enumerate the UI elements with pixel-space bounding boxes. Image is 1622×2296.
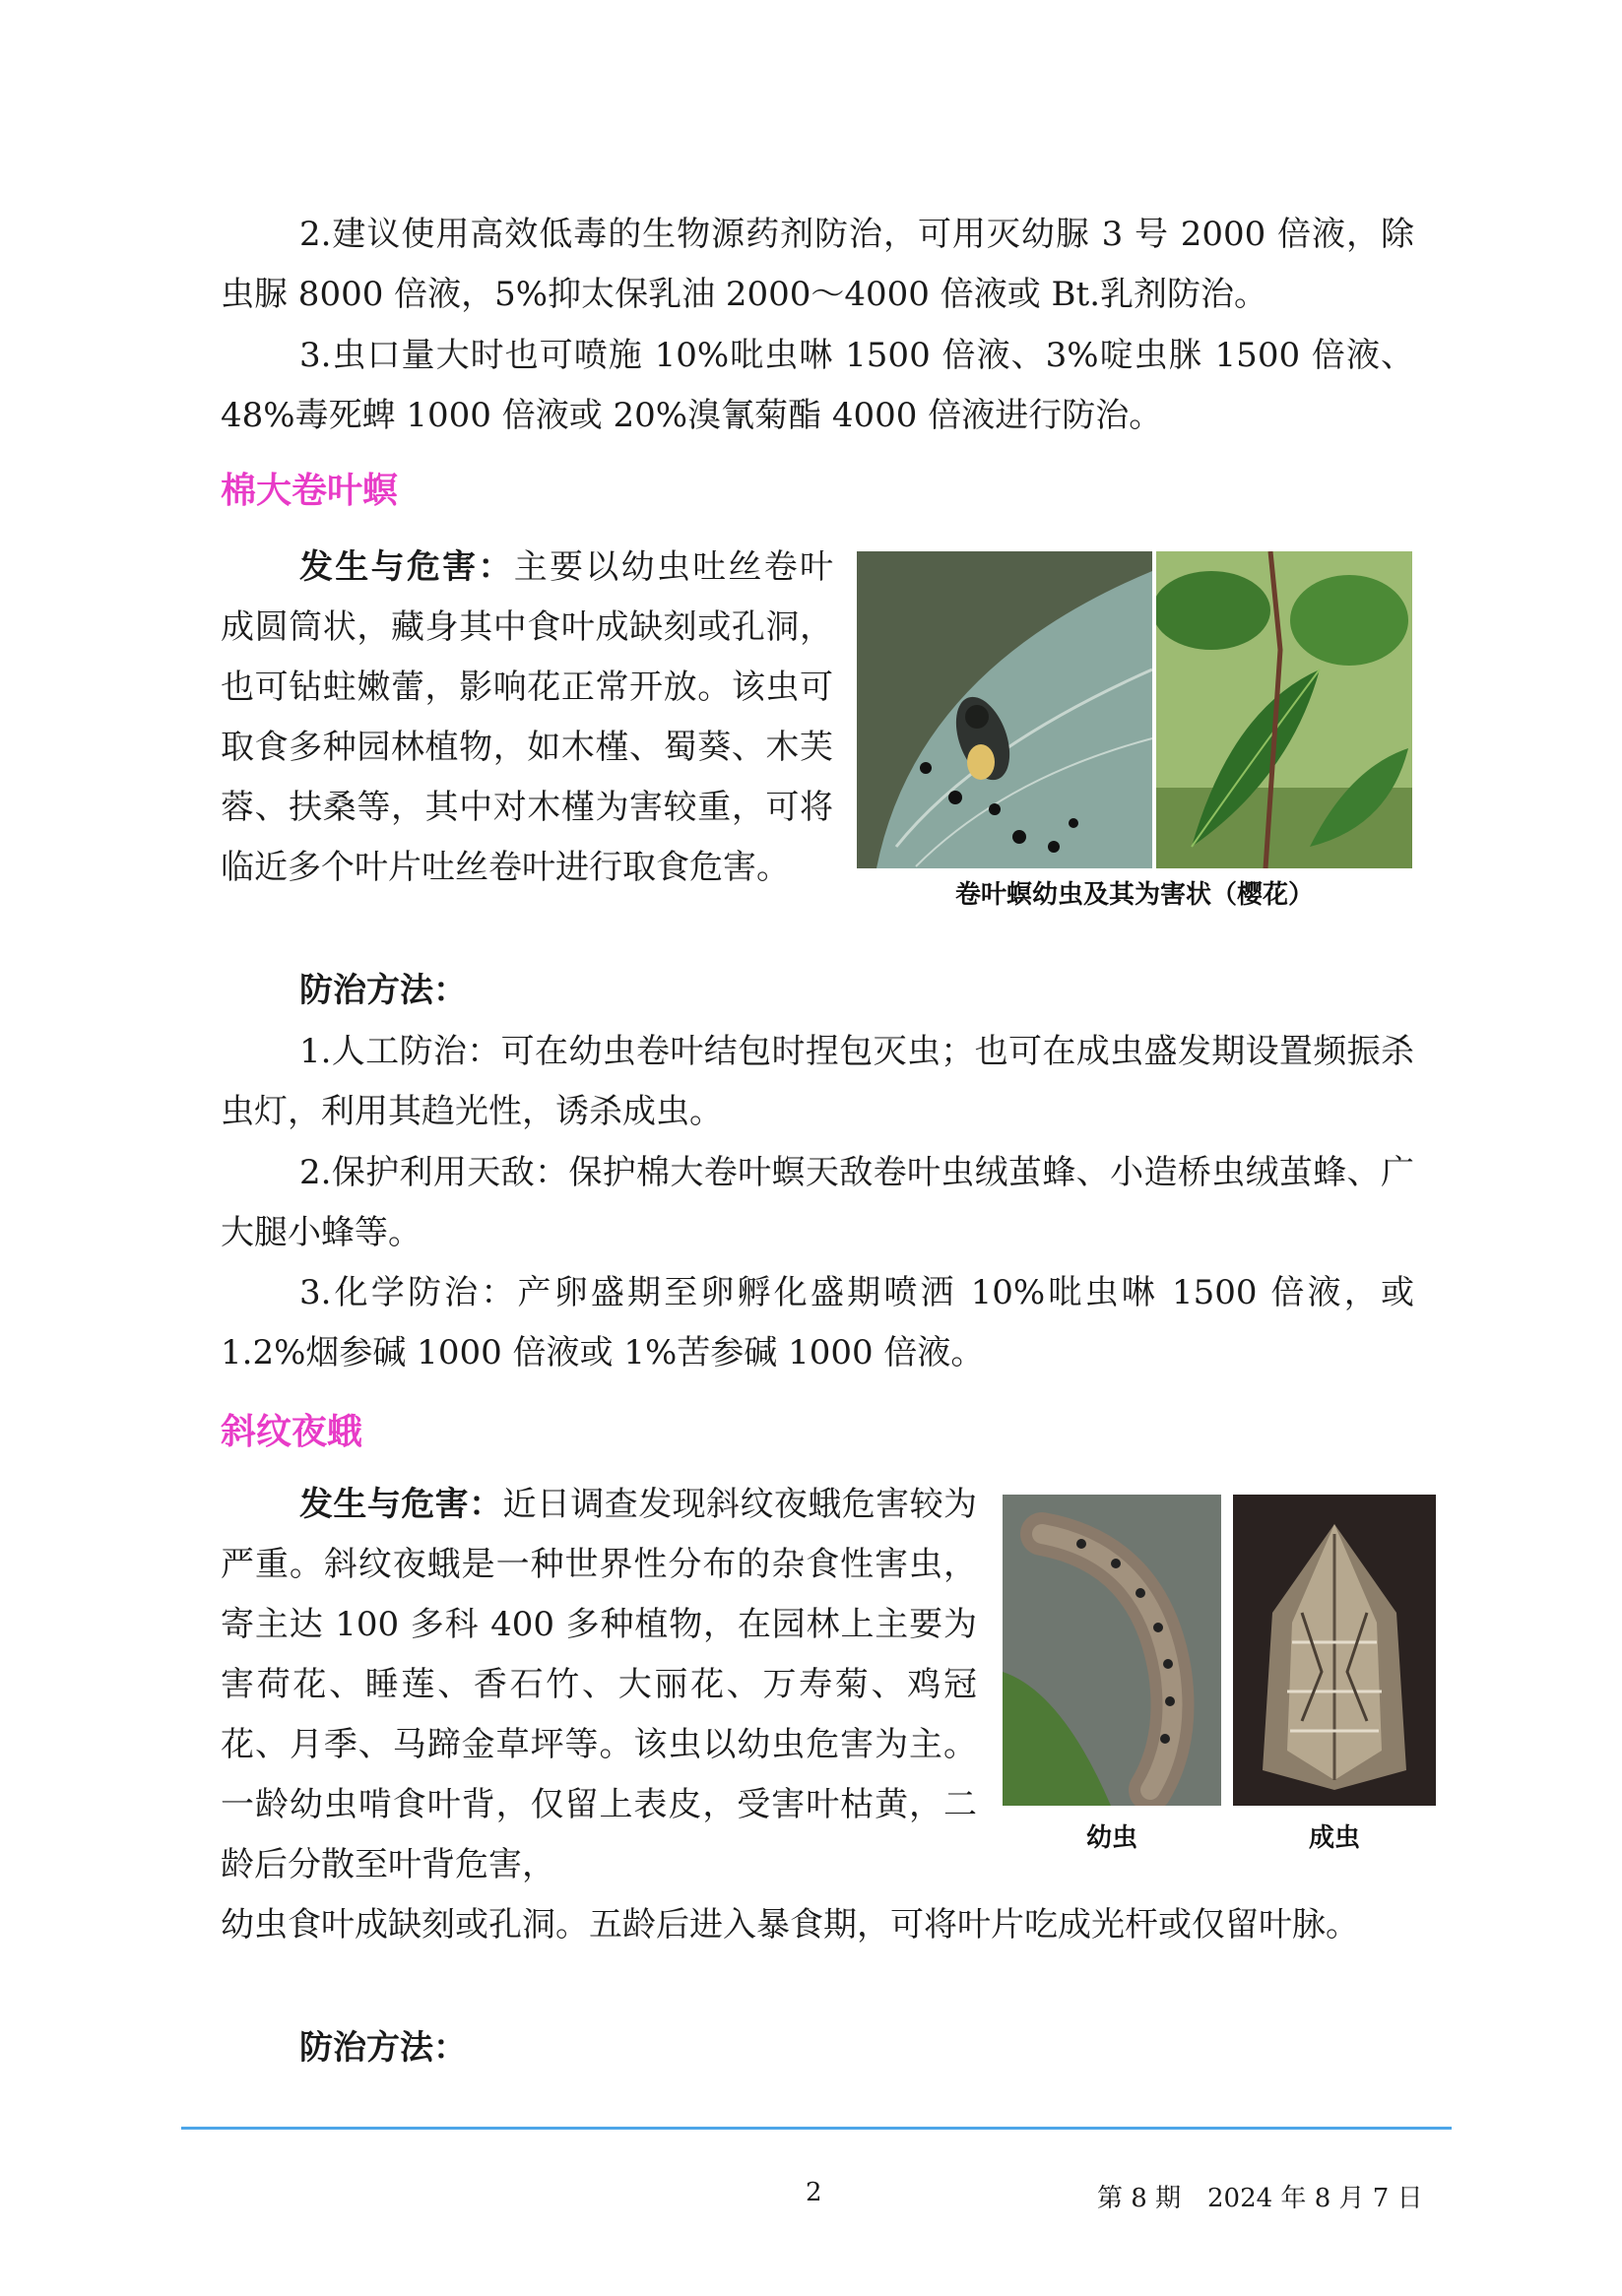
section-1-method-3: 3.化学防治：产卵盛期至卵孵化盛期喷洒 10%吡虫啉 1500 倍液，或 1.2%烟参碱 1000 倍液或 1%苦参碱 1000 倍液。 xyxy=(221,1273,1414,1372)
leaf-roller-photo-image xyxy=(857,551,1412,868)
larva-photo-caption: 幼虫 xyxy=(1085,1823,1137,1853)
intro-paragraph-3: 3.虫口量大时也可喷施 10%吡虫啉 1500 倍液、3%啶虫脒 1500 倍液、48%毒死蜱 1000 倍液或 20%溴氰菊酯 4000 倍液进行防治。 xyxy=(221,336,1414,435)
section-2-harm-paragraph-continued: 幼虫食叶成缺刻或孔洞。五龄后进入暴食期，可将叶片吃成光杆或仅留叶脉。 xyxy=(221,1905,1359,1945)
footer-divider xyxy=(181,2127,1452,2130)
larva-photo xyxy=(1003,1495,1221,1806)
section-2-harm-paragraph xyxy=(221,1475,977,1895)
larva-photo-image xyxy=(1003,1495,1221,1806)
section-2-heading: 斜纹夜蛾 xyxy=(221,1412,363,1452)
section-2-control-label: 防治方法： xyxy=(299,2028,467,2068)
adult-moth-photo-image xyxy=(1233,1495,1436,1806)
issue-number: 第 8 期 xyxy=(1097,2184,1182,2213)
adult-moth-photo-caption: 成虫 xyxy=(1308,1823,1360,1853)
adult-moth-photo xyxy=(1233,1495,1436,1806)
section-2-harm-text: 近日调查发现斜纹夜蛾危害较为严重。斜纹夜蛾是一种世界性分布的杂食性害虫，寄主达 100 多科 400 多种植物，在园林上主要为害荷花、睡莲、香石竹、大丽花、万寿菊、鸡冠花、月季、马蹄金草坪等。该虫以幼虫危害为主。一龄幼虫啃食叶背，仅留上表皮，受害叶枯黄，二龄后分散至叶背危害， xyxy=(221,1485,978,1884)
section-2-harm-label: 发生与危害： xyxy=(299,1485,503,1524)
section-1-harm-label: 发生与危害： xyxy=(299,547,514,587)
section-1-control-label: 防治方法： xyxy=(299,971,467,1010)
page-number: 2 xyxy=(806,2178,822,2207)
section-1-harm-paragraph xyxy=(221,538,833,898)
leaf-roller-photo-caption: 卷叶螟幼虫及其为害状（樱花） xyxy=(954,880,1314,910)
section-1-method-1: 1.人工防治：可在幼虫卷叶结包时捏包灭虫；也可在成虫盛发期设置频振杀虫灯，利用其趋光性，诱杀成虫。 xyxy=(221,1032,1414,1131)
leaf-roller-photo xyxy=(857,551,1412,868)
section-1-harm-text: 主要以幼虫吐丝卷叶成圆筒状，藏身其中食叶成缺刻或孔洞，也可钻蛀嫩蕾，影响花正常开放。该虫可取食多种园林植物，如木槿、蜀葵、木芙蓉、扶桑等，其中对木槿为害较重，可将临近多个叶片吐丝卷叶进行取食危害。 xyxy=(221,547,834,887)
issue-date: 2024 年 8 月 7 日 xyxy=(1207,2184,1423,2213)
section-1-method-2: 2.保护利用天敌：保护棉大卷叶螟天敌卷叶虫绒茧蜂、小造桥虫绒茧蜂、广大腿小蜂等。 xyxy=(221,1153,1414,1252)
section-1-heading: 棉大卷叶螟 xyxy=(221,471,399,511)
intro-paragraph-2: 2.建议使用高效低毒的生物源药剂防治，可用灭幼脲 3 号 2000 倍液，除虫脲 8000 倍液，5%抑太保乳油 2000～4000 倍液或 Bt.乳剂防治。 xyxy=(221,215,1414,314)
